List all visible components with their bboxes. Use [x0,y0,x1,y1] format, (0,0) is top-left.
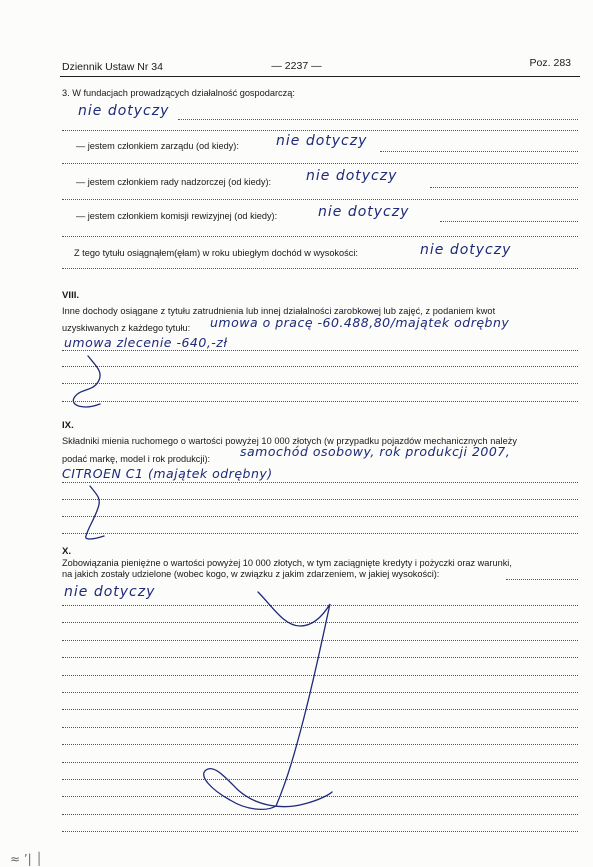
rada-answer: nie dotyczy [306,168,398,184]
sec3-answer-main: nie dotyczy [78,103,170,119]
sec10-heading: X. [62,546,72,557]
sec10-line2: na jakich zostały udzielone (wobec kogo, w związku z jakim zdarzeniem, w jakiej wysokości): [62,569,440,579]
sec8-heading: VIII. [62,290,80,301]
zarzad-answer: nie dotyczy [276,133,368,149]
sec9-answer2: CITROEN C1 (majątek odrębny) [62,466,273,481]
position-number: Poz. 283 [529,57,571,69]
strike-sec9 [86,486,104,539]
sec8-line2: uzyskiwanych z każdego tytułu: [62,323,191,333]
komisja-answer: nie dotyczy [318,204,410,220]
zarzad-label: — jestem członkiem zarządu (od kiedy): [76,141,239,151]
sec8-answer1: umowa o pracę -60.488,80/majątek odrębny [210,315,510,330]
rada-label: — jestem członkiem rady nadzorczej (od kiedy): [76,177,272,187]
dochod-label: Z tego tytułu osiągnąłem(ęłam) w roku ubiegłym dochód w wysokości: [74,248,358,258]
dochod-answer: nie dotyczy [420,242,512,258]
sec8-line1: Inne dochody osiągane z tytułu zatrudnienia lub innej działalności zarobkowej lub zajęć, z podaniem kwot [62,306,496,316]
strike-sec10 [204,592,332,809]
page-number: — 2237 — [271,60,322,72]
sec10-line1: Zobowiązania pieniężne o wartości powyżej 10 000 złotych, w tym zaciągnięte kredyty i pożyczki oraz warunki, [62,558,512,568]
sec9-heading: IX. [62,420,74,431]
corner-mark: ≈ ’| │ [10,852,43,866]
sec8-answer2: umowa zlecenie -640,-zł [64,335,228,350]
sec9-line1: Składniki mienia ruchomego o wartości powyżej 10 000 złotych (w przypadku pojazdów mechanicznych należy [62,436,518,446]
sec10-answer: nie dotyczy [64,584,156,600]
journal-title: Dziennik Ustaw Nr 34 [62,61,163,73]
sec9-line2: podać markę, model i rok produkcji): [62,454,211,464]
sec9-answer1: samochód osobowy, rok produkcji 2007, [240,444,511,459]
komisja-label: — jestem członkiem komisji rewizyjnej (od kiedy): [76,211,278,221]
strike-sec8 [73,356,100,407]
sec3-heading: 3. W fundacjach prowadzących działalność gospodarczą: [62,88,295,98]
